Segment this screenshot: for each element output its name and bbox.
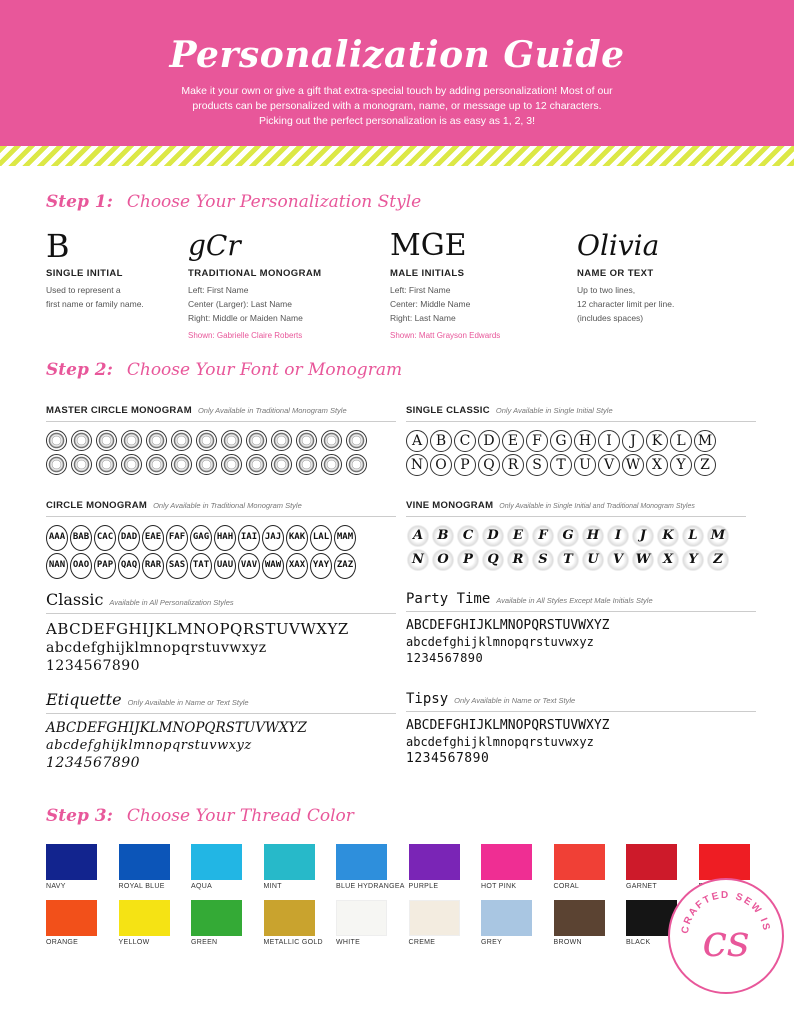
font-digits: 1234567890 xyxy=(46,755,141,771)
monogram-sample xyxy=(71,430,92,451)
monogram-sample xyxy=(296,430,317,451)
font-master-circle-monogram xyxy=(46,400,396,475)
circle-monogram-letter: XAX xyxy=(286,553,308,579)
vine-monogram-letter: P xyxy=(456,549,480,571)
font-name: Party Time xyxy=(406,591,491,607)
font-header xyxy=(406,590,756,612)
font-header xyxy=(46,495,396,517)
color-label: GREY xyxy=(481,939,503,946)
font-name: Classic xyxy=(46,590,104,609)
step1-title: Choose Your Personalization Style xyxy=(126,192,422,212)
font-vine-monogram xyxy=(406,495,746,571)
vine-monogram-letter: V xyxy=(606,549,630,571)
font-lowercase: abcdefghijklmnopqrstuvwxyz xyxy=(46,738,252,753)
vine-monogram-letter: T xyxy=(556,549,580,571)
step2-heading xyxy=(46,360,402,380)
font-header xyxy=(46,400,396,422)
color-label: ROYAL BLUE xyxy=(118,883,165,890)
single-classic-letter: K xyxy=(646,430,668,452)
color-swatch xyxy=(264,844,315,880)
monogram-sample xyxy=(271,430,292,451)
font-note: Only Available in Single Initial and Traditional Monogram Styles xyxy=(499,503,695,510)
color-swatch xyxy=(336,900,387,936)
color-label: NAVY xyxy=(46,883,66,890)
step2-title: Choose Your Font or Monogram xyxy=(126,360,403,380)
font-uppercase: ABCDEFGHIJKLMNOPQRSTUVWXYZ xyxy=(406,618,610,633)
font-name: CIRCLE MONOGRAM xyxy=(46,500,148,511)
monogram-sample xyxy=(221,430,242,451)
single-classic-letter: G xyxy=(550,430,572,452)
color-label: AQUA xyxy=(191,883,213,890)
single-classic-letter: P xyxy=(454,454,476,476)
single-classic-letter: J xyxy=(622,430,644,452)
monogram-sample xyxy=(146,430,167,451)
circle-monogram-letter: TAT xyxy=(190,553,212,579)
font-digits: 1234567890 xyxy=(406,751,490,766)
circle-monogram-letter: QAQ xyxy=(118,553,140,579)
font-header xyxy=(406,400,756,422)
color-label: WHITE xyxy=(336,939,361,946)
font-header xyxy=(406,690,756,712)
single-classic-letter: N xyxy=(406,454,428,476)
single-classic-letter: A xyxy=(406,430,428,452)
color-label: YELLOW xyxy=(118,939,150,946)
font-note: Only Available in Traditional Monogram Style xyxy=(153,501,302,510)
font-note: Only Available in Name or Text Style xyxy=(454,696,576,705)
monogram-sample xyxy=(321,430,342,451)
monogram-sample xyxy=(171,454,192,475)
font-lowercase: abcdefghijklmnopqrstuvwxyz xyxy=(406,635,594,649)
font-party-time xyxy=(406,590,756,665)
circle-monogram-letter: MAM xyxy=(334,525,356,551)
color-swatch xyxy=(626,844,677,880)
single-classic-letter: X xyxy=(646,454,668,476)
color-label: CORAL xyxy=(553,883,580,890)
vine-monogram-letter: K xyxy=(656,525,680,547)
circle-monogram-letter: GAG xyxy=(190,525,212,551)
circle-monogram-letter: RAR xyxy=(142,553,164,579)
style-traditional-monogram xyxy=(188,228,378,340)
circle-monogram-letter: UAU xyxy=(214,553,236,579)
circle-monogram-letter: NAN xyxy=(46,553,68,579)
circle-monogram-samples xyxy=(46,525,396,579)
vine-monogram-letter: L xyxy=(681,525,705,547)
style-description: Up to two lines, 12 character limit per line. (includes spaces) xyxy=(577,285,675,323)
monogram-sample xyxy=(96,430,117,451)
logo-mark xyxy=(670,880,782,992)
color-swatch xyxy=(119,900,170,936)
font-circle-monogram xyxy=(46,495,396,579)
color-label: ORANGE xyxy=(46,939,79,946)
step3-title: Choose Your Thread Color xyxy=(126,806,354,826)
monogram-sample xyxy=(221,454,242,475)
color-label: BLACK xyxy=(626,939,651,946)
color-swatch xyxy=(46,900,97,936)
color-label: HOT PINK xyxy=(481,883,517,890)
circle-monogram-letter: SAS xyxy=(166,553,188,579)
style-description: Used to represent a first name or family name. xyxy=(46,285,144,309)
vine-monogram-letter: X xyxy=(656,549,680,571)
style-sample: MGE xyxy=(390,228,467,263)
circle-monogram-letter: OAO xyxy=(70,553,92,579)
vine-monogram-letter: A xyxy=(406,525,430,547)
monogram-sample xyxy=(246,430,267,451)
circle-monogram-letter: KAK xyxy=(286,525,308,551)
color-swatch xyxy=(554,900,605,936)
vine-monogram-letter: H xyxy=(581,525,605,547)
vine-monogram-letter: C xyxy=(456,525,480,547)
circle-monogram-letter: IAI xyxy=(238,525,260,551)
font-uppercase: ABCDEFGHIJKLMNOPQRSTUVWXYZ xyxy=(46,620,349,638)
vine-monogram-letter: E xyxy=(506,525,530,547)
vine-monogram-samples xyxy=(406,525,746,571)
vine-monogram-letter: S xyxy=(531,549,555,571)
single-classic-letter: L xyxy=(670,430,692,452)
style-description: Left: First Name Center: Middle Name Right: Last Name xyxy=(390,285,471,323)
vine-monogram-letter: D xyxy=(481,525,505,547)
circle-monogram-letter: YAY xyxy=(310,553,332,579)
font-note: Only Available in Name or Text Style xyxy=(127,698,249,707)
color-label: CREME xyxy=(408,939,436,946)
monogram-sample xyxy=(271,454,292,475)
monogram-sample xyxy=(96,454,117,475)
vine-monogram-letter: Y xyxy=(681,549,705,571)
color-swatch xyxy=(409,844,460,880)
style-male-initials xyxy=(390,228,580,340)
monogram-sample xyxy=(196,454,217,475)
monogram-sample xyxy=(121,430,142,451)
step3-number: Step 3: xyxy=(46,806,113,826)
color-label: MINT xyxy=(263,883,282,890)
vine-monogram-letter: F xyxy=(531,525,555,547)
color-swatch xyxy=(409,900,460,936)
circle-monogram-letter: CAC xyxy=(94,525,116,551)
color-swatch xyxy=(336,844,387,880)
style-title: SINGLE INITIAL xyxy=(46,268,123,279)
monogram-sample xyxy=(121,454,142,475)
style-shown: Shown: Gabrielle Claire Roberts xyxy=(188,331,303,340)
single-classic-letter: Z xyxy=(694,454,716,476)
font-note: Only Available in Traditional Monogram Style xyxy=(197,406,347,415)
style-title: TRADITIONAL MONOGRAM xyxy=(188,268,322,279)
circle-monogram-letter: BAB xyxy=(70,525,92,551)
step1-heading xyxy=(46,192,421,212)
color-label: PURPLE xyxy=(408,883,439,890)
single-classic-letter: C xyxy=(454,430,476,452)
circle-monogram-letter: JAJ xyxy=(262,525,284,551)
font-name: Etiquette xyxy=(46,690,122,709)
step2-number: Step 2: xyxy=(46,360,113,380)
monogram-sample xyxy=(296,454,317,475)
monogram-sample xyxy=(246,454,267,475)
vine-monogram-letter: O xyxy=(431,549,455,571)
vine-monogram-letter: Z xyxy=(706,549,730,571)
step3-heading xyxy=(46,806,354,826)
crafted-sewist-logo xyxy=(668,878,784,994)
style-title: MALE INITIALS xyxy=(390,268,465,279)
font-header xyxy=(46,590,396,614)
monogram-sample xyxy=(196,430,217,451)
single-classic-letter: M xyxy=(694,430,716,452)
intro-text: Make it your own or give a gift that extra-special touch by adding personalization! Most of our products can be personalized with a monogram, name, or message up to 12 characters. Picking out the perfect personalization is as easy as 1, 2, 3! xyxy=(181,85,613,127)
vine-monogram-letter: U xyxy=(581,549,605,571)
single-classic-letter: Y xyxy=(670,454,692,476)
page-title: Personalization Guide xyxy=(169,34,625,76)
font-digits: 1234567890 xyxy=(46,658,141,674)
color-label: GREEN xyxy=(191,939,218,946)
single-classic-letter: D xyxy=(478,430,500,452)
color-swatch xyxy=(554,844,605,880)
style-shown: Shown: Matt Grayson Edwards xyxy=(390,331,501,340)
color-label: BROWN xyxy=(553,939,582,946)
monogram-sample xyxy=(146,454,167,475)
font-note: Available in All Styles Except Male Initials Style xyxy=(496,596,653,605)
decorative-stripe xyxy=(0,146,794,166)
single-classic-samples xyxy=(406,430,756,476)
font-note: Available in All Personalization Styles xyxy=(109,598,234,607)
vine-monogram-letter: R xyxy=(506,549,530,571)
font-lowercase: abcdefghijklmnopqrstuvwxyz xyxy=(46,640,267,656)
style-sample: B xyxy=(46,227,70,265)
circle-monogram-letter: EAE xyxy=(142,525,164,551)
color-swatch xyxy=(481,844,532,880)
font-note: Only Available in Single Initial Style xyxy=(495,406,613,415)
logo-text: CRAFTED SEW IS xyxy=(679,889,772,935)
single-classic-letter: F xyxy=(526,430,548,452)
single-classic-letter: T xyxy=(550,454,572,476)
single-classic-letter: R xyxy=(502,454,524,476)
vine-monogram-letter: Q xyxy=(481,549,505,571)
single-classic-letter: H xyxy=(574,430,596,452)
font-header xyxy=(406,495,746,517)
single-classic-letter: W xyxy=(622,454,644,476)
circle-monogram-letter: VAV xyxy=(238,553,260,579)
font-tipsy xyxy=(406,690,756,766)
monogram-sample xyxy=(71,454,92,475)
style-title: NAME OR TEXT xyxy=(577,268,654,279)
circle-monogram-letter: AAA xyxy=(46,525,68,551)
vine-monogram-letter: I xyxy=(606,525,630,547)
vine-monogram-letter: M xyxy=(706,525,730,547)
vine-monogram-letter: N xyxy=(406,549,430,571)
single-classic-letter: Q xyxy=(478,454,500,476)
circle-monogram-letter: FAF xyxy=(166,525,188,551)
font-digits: 1234567890 xyxy=(406,651,484,665)
monogram-sample xyxy=(46,430,67,451)
font-single-classic xyxy=(406,400,756,476)
font-classic xyxy=(46,590,396,674)
font-lowercase: abcdefghijklmnopqrstuvwxyz xyxy=(406,735,594,749)
monogram-sample xyxy=(321,454,342,475)
font-header xyxy=(46,690,396,714)
font-name: Tipsy xyxy=(406,691,449,707)
monogram-sample xyxy=(346,454,367,475)
single-classic-letter: I xyxy=(598,430,620,452)
style-sample: Olivia xyxy=(577,229,660,262)
font-name: VINE MONOGRAM xyxy=(406,500,494,511)
vine-monogram-letter: J xyxy=(631,525,655,547)
circle-monogram-letter: LAL xyxy=(310,525,332,551)
step1-number: Step 1: xyxy=(46,192,113,212)
font-uppercase: ABCDEFGHIJKLMNOPQRSTUVWXYZ xyxy=(406,718,610,733)
font-name: MASTER CIRCLE MONOGRAM xyxy=(46,405,192,416)
monogram-sample xyxy=(171,430,192,451)
color-label: BLUE HYDRANGEA xyxy=(336,883,405,890)
monogram-sample xyxy=(346,430,367,451)
header-banner xyxy=(0,0,794,146)
vine-monogram-letter: B xyxy=(431,525,455,547)
single-classic-letter: B xyxy=(430,430,452,452)
font-uppercase: ABCDEFGHIJKLMNOPQRSTUVWXYZ xyxy=(46,720,307,736)
circle-monogram-letter: PAP xyxy=(94,553,116,579)
color-swatch xyxy=(191,844,242,880)
font-name: SINGLE CLASSIC xyxy=(406,405,490,416)
single-classic-letter: U xyxy=(574,454,596,476)
vine-monogram-letter: G xyxy=(556,525,580,547)
color-swatch xyxy=(46,844,97,880)
circle-monogram-letter: DAD xyxy=(118,525,140,551)
master-monogram-samples xyxy=(46,430,396,475)
circle-monogram-letter: WAW xyxy=(262,553,284,579)
color-label: METALLIC GOLD xyxy=(263,939,323,946)
font-etiquette xyxy=(46,690,396,771)
style-sample: gCr xyxy=(188,229,241,262)
color-swatch xyxy=(264,900,315,936)
color-swatch xyxy=(191,900,242,936)
circle-monogram-letter: ZAZ xyxy=(334,553,356,579)
monogram-sample xyxy=(46,454,67,475)
single-classic-letter: O xyxy=(430,454,452,476)
style-description: Left: First Name Center (Larger): Last Name Right: Middle or Maiden Name xyxy=(188,285,303,323)
logo-initials: cs xyxy=(702,916,750,967)
color-label: GARNET xyxy=(626,883,657,890)
style-name-or-text xyxy=(577,228,767,325)
color-swatch xyxy=(699,844,750,880)
vine-monogram-letter: W xyxy=(631,549,655,571)
color-swatch xyxy=(481,900,532,936)
circle-monogram-letter: HAH xyxy=(214,525,236,551)
single-classic-letter: E xyxy=(502,430,524,452)
single-classic-letter: V xyxy=(598,454,620,476)
color-swatch xyxy=(119,844,170,880)
single-classic-letter: S xyxy=(526,454,548,476)
